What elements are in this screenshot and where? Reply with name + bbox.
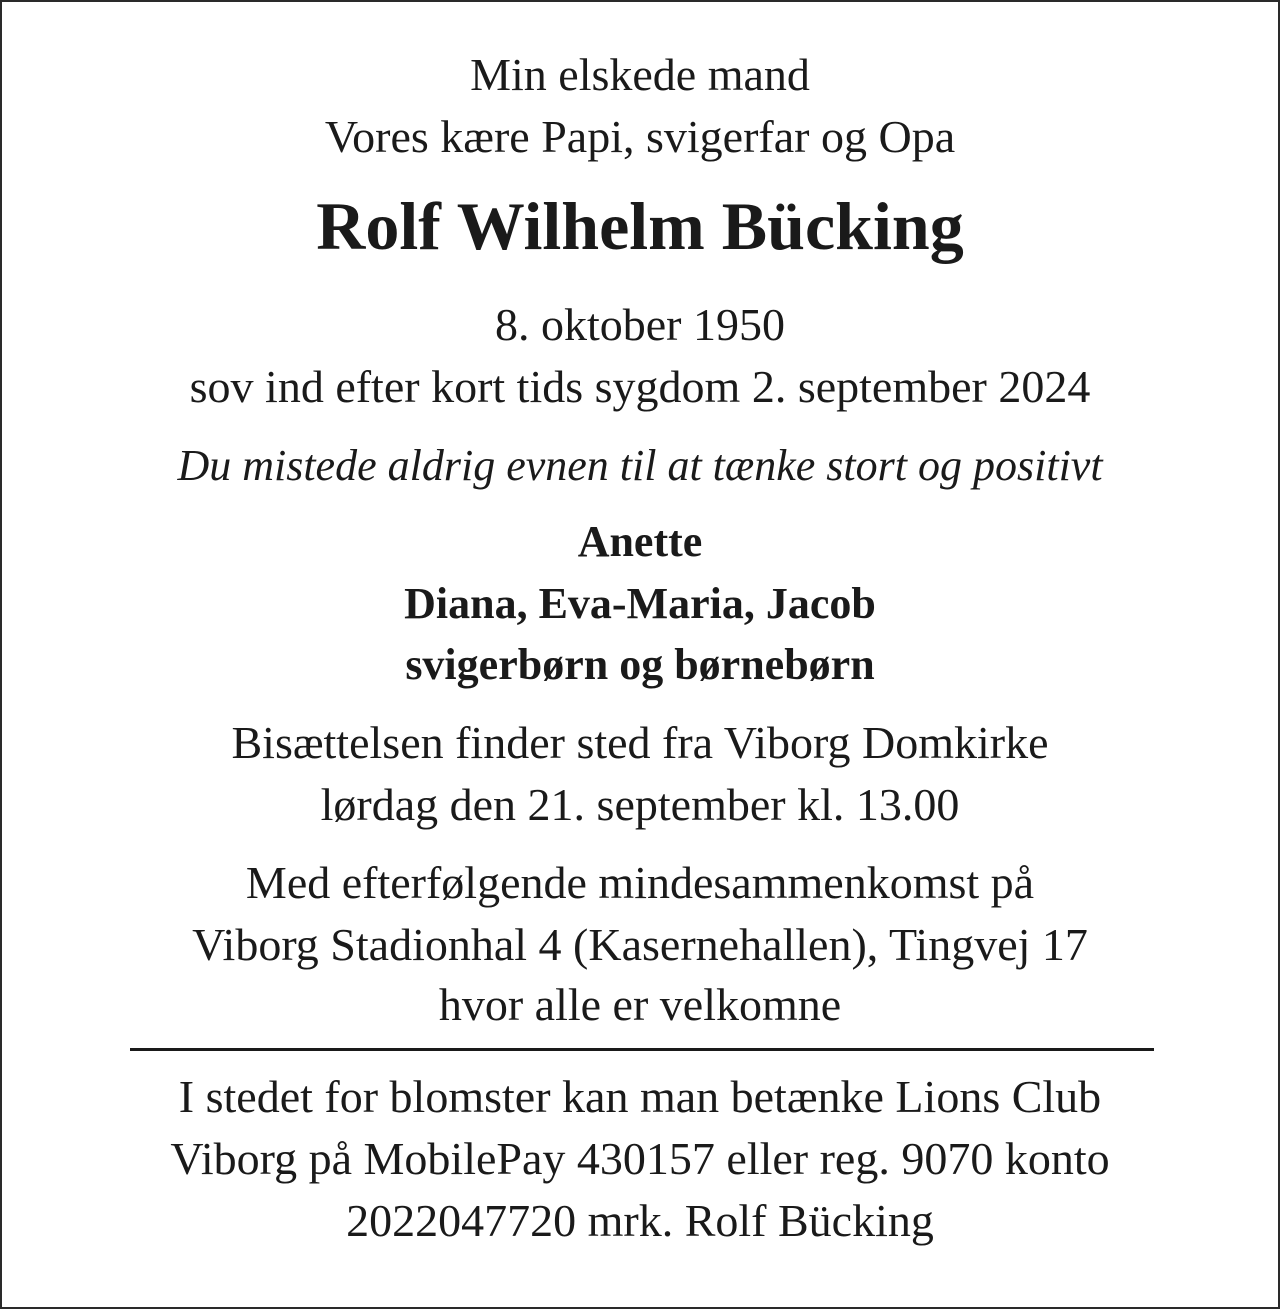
- family-spouse: Anette: [577, 517, 703, 566]
- deceased-name: Rolf Wilhelm Bücking: [316, 188, 964, 264]
- gathering-line-1: Med efterfølgende mindesammenkomst på: [245, 857, 1035, 908]
- donation-line-2: Viborg på MobilePay 430157 eller reg. 9070 konto: [170, 1133, 1110, 1184]
- intro-line-2: Vores kære Papi, svigerfar og Opa: [324, 111, 956, 162]
- death-notice: sov ind efter kort tids sygdom 2. september 2024: [189, 361, 1091, 412]
- gathering-line-2: Viborg Stadionhal 4 (Kasernehallen), Tingvej 17: [192, 919, 1088, 970]
- funeral-line-1: Bisættelsen finder sted fra Viborg Domkirke: [231, 717, 1049, 768]
- birth-date: 8. oktober 1950: [494, 299, 785, 350]
- donation-line-1: I stedet for blomster kan man betænke Lions Club: [178, 1071, 1102, 1122]
- family-children: Diana, Eva-Maria, Jacob: [404, 579, 876, 628]
- memorial-quote: Du mistede aldrig evnen til at tænke stort og positivt: [177, 441, 1103, 490]
- funeral-line-2: lørdag den 21. september kl. 13.00: [320, 779, 960, 830]
- section-divider: [130, 1048, 1154, 1051]
- family-others: svigerbørn og børnebørn: [405, 640, 875, 689]
- intro-line-1: Min elskede mand: [470, 49, 810, 100]
- donation-line-3: 2022047720 mrk. Rolf Bücking: [346, 1195, 934, 1246]
- gathering-line-3: hvor alle er velkomne: [438, 979, 842, 1030]
